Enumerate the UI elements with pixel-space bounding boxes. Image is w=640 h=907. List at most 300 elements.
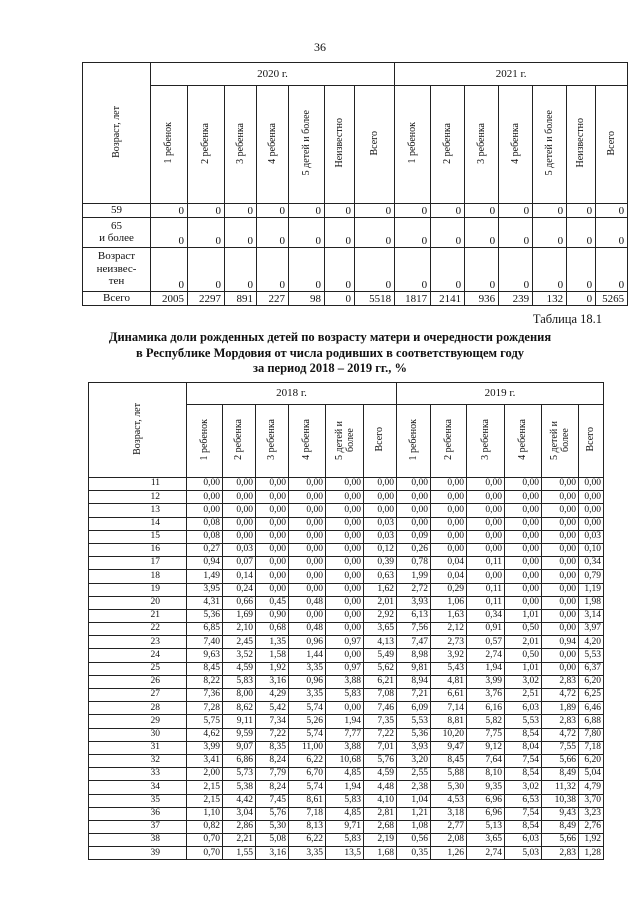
table-cell: 1,62 [364,583,397,596]
table-cell: 6,13 [397,609,431,622]
table-cell: 1,01 [505,609,542,622]
table-cell: 5,76 [256,807,289,820]
table-cell: 2005 [151,291,188,305]
column-header: 3 ребенка [225,86,257,204]
table-cell: 0,91 [467,623,505,636]
row-age-cell: 31 [89,741,187,754]
table-cell: 7,22 [256,728,289,741]
table-cell: 0 [465,247,499,291]
table-cell: 0,00 [187,504,223,517]
table-cell: 0,00 [289,543,326,556]
age-line: 59 [111,204,122,216]
table-cell: 0,00 [326,596,364,609]
table-cell: 3,99 [467,675,505,688]
table-18-1 [88,382,604,860]
table-cell: 4,42 [223,794,256,807]
column-header: Неизвестно [325,86,355,204]
table-cell: 7,22 [364,728,397,741]
column-header: 1 ребенок [151,86,188,204]
table-cell: 6,16 [467,702,505,715]
table-row [89,478,604,491]
table-cell: 0,57 [467,636,505,649]
table-cell: 1,06 [431,596,467,609]
column-header: 2 ребенка [188,86,225,204]
table-cell: 5,43 [431,662,467,675]
column-header: 2 ребенка [223,405,256,478]
table-cell: 3,23 [579,807,604,820]
table-cell: 0,78 [397,557,431,570]
row-age-cell: 36 [89,807,187,820]
row-age-cell: 26 [89,675,187,688]
table-cell: 5,83 [326,794,364,807]
table-row [89,517,604,530]
table-cell: 0,00 [326,649,364,662]
row-age-cell [83,217,151,247]
table-cell: 0 [151,204,188,218]
row-age-cell [83,204,151,218]
table-cell: 0,00 [542,530,579,543]
table-cell: 6,20 [579,675,604,688]
table-cell: 3,02 [505,675,542,688]
year-header: 2019 г. [397,383,604,405]
table-cell: 7,77 [326,728,364,741]
column-header: 4 ребенка [505,405,542,478]
age-line: неизвес- [96,262,137,275]
table-cell: 6,25 [579,689,604,702]
table-cell: 13,5 [326,847,364,860]
table-cell: 0,00 [364,491,397,504]
table-cell: 0,00 [542,662,579,675]
table-cell: 2,21 [223,834,256,847]
table-cell: 0 [257,204,289,218]
table-cell: 6,46 [579,702,604,715]
table-cell: 0 [567,291,596,305]
table-cell: 0 [533,247,567,291]
table-row [89,847,604,860]
table-cell: 1,55 [223,847,256,860]
table-cell: 0,45 [256,596,289,609]
table-cell: 3,04 [223,807,256,820]
table-cell: 3,02 [505,781,542,794]
row-age-cell [83,247,151,291]
table-cell: 8,94 [397,675,431,688]
table-cell: 7,40 [187,636,223,649]
table-cell: 0,63 [364,570,397,583]
table-cell: 5,13 [467,820,505,833]
table-cell: 5,83 [326,689,364,702]
year-header: 2020 г. [151,63,395,86]
table-cell: 1,04 [397,794,431,807]
table-cell: 5,30 [431,781,467,794]
table-cell: 0,00 [579,504,604,517]
table-cell: 2,15 [187,781,223,794]
table-cell: 5,36 [187,609,223,622]
table-cell: 0,00 [542,517,579,530]
table-cell: 0,00 [256,583,289,596]
table-cell: 0,00 [289,491,326,504]
table-cell: 1,98 [579,596,604,609]
row-age-cell [83,291,151,305]
row-age-cell: 18 [89,570,187,583]
table-cell: 2,19 [364,834,397,847]
table-cell: 0,00 [505,583,542,596]
table-cell: 0,94 [542,636,579,649]
table-cell: 0,00 [187,478,223,491]
table-cell: 7,01 [364,741,397,754]
table-cell: 0,00 [431,504,467,517]
table-cell: 1,69 [223,609,256,622]
table-cell: 0,00 [542,504,579,517]
table-row [89,623,604,636]
table-cell: 0 [499,247,533,291]
column-header: Неизвестно [567,86,596,204]
table-cell: 1,58 [256,649,289,662]
column-header: 4 ребенка [257,86,289,204]
table-cell: 0,00 [256,570,289,583]
table-cell: 0 [325,217,355,247]
table-cell: 6,86 [223,754,256,767]
table-cell: 239 [499,291,533,305]
table-cell: 1,92 [256,662,289,675]
table-cell: 0 [499,217,533,247]
row-age-cell: 25 [89,662,187,675]
table-cell: 5,74 [289,728,326,741]
table-row [83,217,628,247]
table-cell: 3,52 [223,649,256,662]
table-cell: 0,00 [326,478,364,491]
table-row [89,530,604,543]
table-cell: 5,04 [579,768,604,781]
table-cell: 0,00 [326,583,364,596]
table-cell: 0,97 [326,636,364,649]
table-cell: 1,68 [364,847,397,860]
table-row [89,754,604,767]
table-cell: 4,53 [431,794,467,807]
table-cell: 0,48 [289,596,326,609]
table-cell: 8,35 [256,741,289,754]
table-cell: 3,14 [579,609,604,622]
table-cell: 2,77 [431,820,467,833]
table-cell: 5,66 [542,834,579,847]
row-age-cell: 19 [89,583,187,596]
table-cell: 3,41 [187,754,223,767]
column-header: 1 ребенок [187,405,223,478]
table-row [83,204,628,218]
table-cell: 0,00 [289,570,326,583]
table-cell: 5,88 [431,768,467,781]
table-cell: 8,61 [289,794,326,807]
column-header: 5 детей и более [289,86,325,204]
table-cell: 0 [188,204,225,218]
table-cell: 3,88 [326,675,364,688]
table-cell: 2,01 [505,636,542,649]
table-cell: 7,46 [364,702,397,715]
table-cell: 2,45 [223,636,256,649]
table-cell: 4,85 [326,807,364,820]
table-row [89,636,604,649]
table-cell: 0,00 [256,504,289,517]
row-age-cell: 11 [89,478,187,491]
table-cell: 8,81 [431,715,467,728]
table-cell: 7,80 [579,728,604,741]
table-row [89,715,604,728]
table-cell: 0 [567,247,596,291]
table-cell: 7,35 [364,715,397,728]
table-cell: 6,03 [505,834,542,847]
table-cell: 0 [325,204,355,218]
table-cell: 0,00 [467,570,505,583]
column-header: 3 ребенка [465,86,499,204]
table-cell: 1,28 [579,847,604,860]
table-cell: 1,89 [542,702,579,715]
table-cell: 9,71 [326,820,364,833]
table-cell: 3,97 [579,623,604,636]
table-cell: 3,20 [397,754,431,767]
table-cell: 0,00 [256,491,289,504]
table-cell: 0,04 [431,557,467,570]
table-row [83,247,628,291]
row-age-cell: 33 [89,768,187,781]
table-cell: 0,14 [223,570,256,583]
table-cell: 2,38 [397,781,431,794]
table-cell: 0,00 [364,478,397,491]
table-cell: 0,50 [505,623,542,636]
row-age-cell: 21 [89,609,187,622]
table-cell: 2,92 [364,609,397,622]
table-cell: 0,96 [289,636,326,649]
table-cell: 7,08 [364,689,397,702]
table-cell: 3,16 [256,675,289,688]
table-cell: 0,00 [326,517,364,530]
table-cell: 8,10 [467,768,505,781]
table-cell: 4,31 [187,596,223,609]
table-row [89,662,604,675]
table-cell: 6,20 [579,754,604,767]
table-row [89,807,604,820]
table-cell: 6,61 [431,689,467,702]
table-cell: 5,42 [256,702,289,715]
table-cell: 0,00 [542,478,579,491]
table-cell: 0,24 [223,583,256,596]
table-cell: 2,83 [542,847,579,860]
table-label: Таблица 18.1 [532,312,602,326]
column-header: 3 ребенка [467,405,505,478]
table-cell: 3,65 [467,834,505,847]
table-cell: 1,08 [397,820,431,833]
table-cell: 6,22 [289,754,326,767]
table-cell: 9,59 [223,728,256,741]
table-row [89,834,604,847]
table-cell: 7,36 [187,689,223,702]
table-cell: 8,98 [397,649,431,662]
table-row [89,781,604,794]
table-cell: 5518 [355,291,395,305]
table-cell: 132 [533,291,567,305]
table-cell: 4,72 [542,728,579,741]
table-cell: 0,00 [326,504,364,517]
table-cell: 0,00 [223,530,256,543]
table-cell: 5,62 [364,662,397,675]
table-cell: 0 [355,204,395,218]
table-cell: 3,95 [187,583,223,596]
table-cell: 0 [151,217,188,247]
table-row [89,741,604,754]
table-cell: 3,93 [397,741,431,754]
table-cell: 1,21 [397,807,431,820]
table-cell: 0 [395,217,431,247]
table-cell: 4,85 [326,768,364,781]
table-cell: 2,83 [542,675,579,688]
row-age-cell: 17 [89,557,187,570]
table-cell: 2,00 [187,768,223,781]
table-cell: 0,96 [289,675,326,688]
table-cell: 0,97 [326,662,364,675]
table-cell: 0,00 [579,491,604,504]
table-cell: 0,79 [579,570,604,583]
table-cell: 0,34 [579,557,604,570]
table-cell: 10,68 [326,754,364,767]
table-cell: 0,00 [542,623,579,636]
table-cell: 0 [596,204,628,218]
table-cell: 7,21 [397,689,431,702]
table-cell: 0 [188,247,225,291]
table-cell: 0 [533,217,567,247]
table-cell: 0,00 [326,491,364,504]
row-age-cell: 12 [89,491,187,504]
table-cell: 11,32 [542,781,579,794]
table-cell: 0,00 [505,504,542,517]
table-cell: 0,00 [505,530,542,543]
table-cell: 6,70 [289,768,326,781]
table-cell: 1817 [395,291,431,305]
table-cell: 0,70 [187,834,223,847]
table-cell: 0 [465,217,499,247]
row-age-cell: 24 [89,649,187,662]
table-cell: 0,11 [467,583,505,596]
row-age-cell: 38 [89,834,187,847]
table-cell: 0,70 [187,847,223,860]
column-header: Всего [579,405,604,478]
table-cell: 5,76 [364,754,397,767]
row-age-cell: 29 [89,715,187,728]
table-cell: 6,96 [467,794,505,807]
table-cell: 0 [431,217,465,247]
table-row [89,609,604,622]
table-cell: 0 [225,217,257,247]
age-line: тен [108,275,125,288]
table-cell: 3,76 [467,689,505,702]
row-age-cell: 15 [89,530,187,543]
row-age-cell: 13 [89,504,187,517]
table-cell: 0,00 [431,517,467,530]
table-cell: 1,94 [326,781,364,794]
table-cell: 5,30 [256,820,289,833]
table-cell: 2,55 [397,768,431,781]
page-number: 36 [314,40,326,54]
row-age-cell: 22 [89,623,187,636]
table-cell: 7,47 [397,636,431,649]
table-cell: 0,00 [467,517,505,530]
table-cell: 8,54 [505,728,542,741]
table-cell: 6,03 [505,702,542,715]
table-cell: 0,00 [223,478,256,491]
table-cell: 1,35 [256,636,289,649]
title-line: за период 2018 – 2019 гг., % [252,361,408,376]
year-header: 2021 г. [395,63,628,86]
table-cell: 98 [289,291,325,305]
table-cell: 0,00 [326,543,364,556]
table-row [89,689,604,702]
table-cell: 0,27 [187,543,223,556]
table-cell: 5,75 [187,715,223,728]
table-cell: 227 [257,291,289,305]
table-cell: 0,00 [289,557,326,570]
table-cell: 0,00 [467,478,505,491]
table-cell: 9,11 [223,715,256,728]
table-cell: 0,00 [542,543,579,556]
table-cell: 0,00 [431,491,467,504]
table-cell: 5,73 [223,768,256,781]
table-cell: 10,20 [431,728,467,741]
table-cell: 6,53 [505,794,542,807]
table-cell: 2,51 [505,689,542,702]
row-age-cell: 30 [89,728,187,741]
column-header: 3 ребенка [256,405,289,478]
table-row [89,583,604,596]
column-header: 2 ребенка [431,405,467,478]
table-cell: 0 [289,204,325,218]
table-cell: 1,44 [289,649,326,662]
row-age-cell: 35 [89,794,187,807]
table-cell: 0,39 [364,557,397,570]
table-cell: 7,45 [256,794,289,807]
table-cell: 0 [395,247,431,291]
table-cell: 0,00 [397,478,431,491]
column-header: Всего [355,86,395,204]
table-cell: 0,00 [326,530,364,543]
table-cell: 1,94 [467,662,505,675]
table-cell: 6,22 [289,834,326,847]
table-cell: 4,59 [364,768,397,781]
table-cell: 6,85 [187,623,223,636]
table-cell: 0,00 [467,504,505,517]
table-cell: 7,56 [397,623,431,636]
table-cell: 2,68 [364,820,397,833]
column-header: 5 детей и более [326,405,364,478]
table-cell: 8,49 [542,768,579,781]
column-header: Всего [596,86,628,204]
title-line: в Республике Мордовия от числа родивших в соответствующем году [135,345,525,360]
table-cell: 3,99 [187,741,223,754]
table-cell: 11,00 [289,741,326,754]
table-row [89,728,604,741]
table-cell: 8,54 [505,768,542,781]
table-cell: 2,08 [431,834,467,847]
table-cell: 0 [289,247,325,291]
table-cell: 891 [225,291,257,305]
table-cell: 0,00 [289,609,326,622]
table-cell: 2,76 [579,820,604,833]
table-cell: 9,12 [467,741,505,754]
table-cell: 2141 [431,291,465,305]
table-cell: 0,03 [364,530,397,543]
table-cell: 3,35 [289,689,326,702]
table-cell: 2,74 [467,847,505,860]
table-cell: 0 [225,204,257,218]
table-cell: 4,72 [542,689,579,702]
table-cell: 0,66 [223,596,256,609]
table-cell: 0,00 [289,583,326,596]
